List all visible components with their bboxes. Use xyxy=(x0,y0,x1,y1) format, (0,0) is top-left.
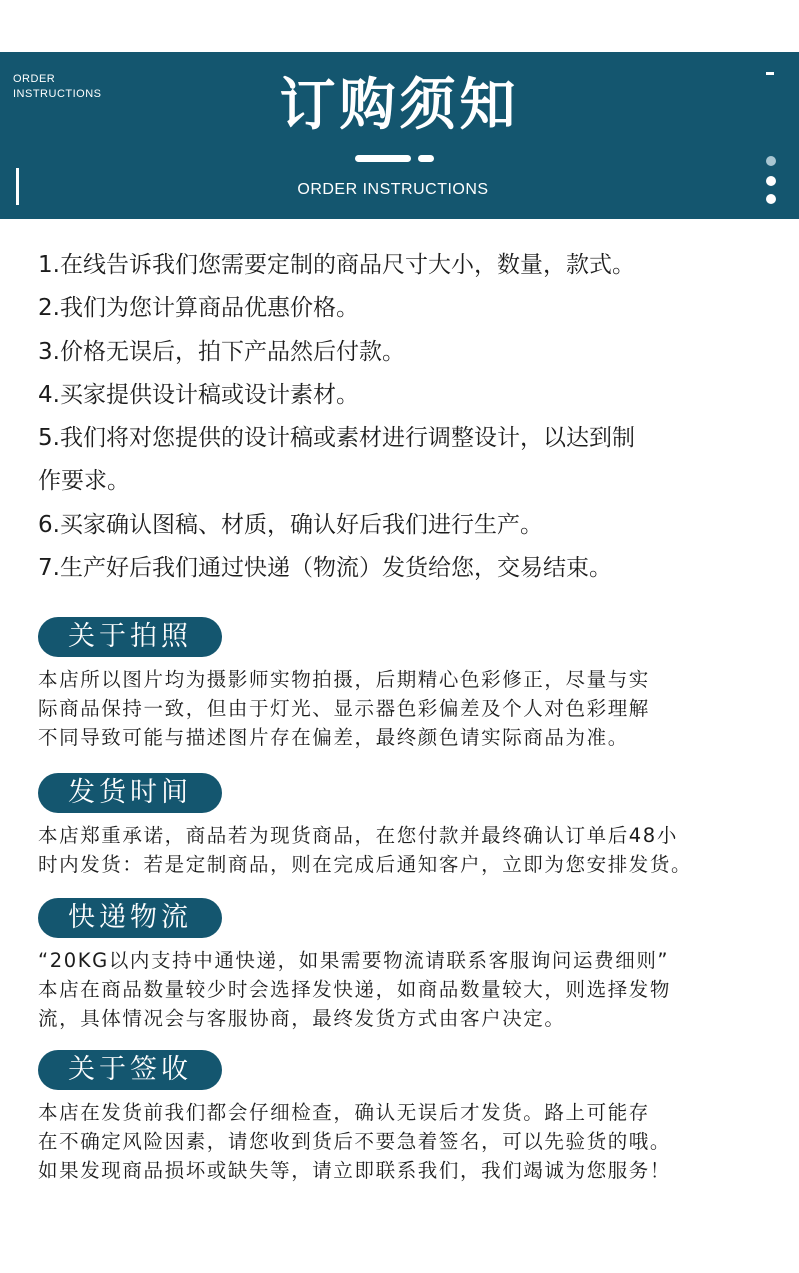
text-line: 本店在发货前我们都会仔细检查，确认无误后才发货。路上可能存 xyxy=(38,1101,650,1124)
text-line: 流，具体情况会与客服协商，最终发货方式由客户决定。 xyxy=(38,1007,566,1030)
text-line: 不同导致可能与描述图片存在偏差，最终颜色请实际商品为准。 xyxy=(38,726,629,749)
decor-dot xyxy=(766,156,776,166)
title-underline-short xyxy=(418,155,434,162)
step-item: 7.生产好后我们通过快递（物流）发货给您，交易结束。 xyxy=(38,555,612,582)
section-heading-receipt: 关于签收 xyxy=(38,1050,222,1090)
step-item: 6.买家确认图稿、材质，确认好后我们进行生产。 xyxy=(38,511,543,538)
decor-dot xyxy=(766,176,776,186)
page-title: 订购须知 xyxy=(279,73,520,138)
text-line: 本店所以图片均为摄影师实物拍摄，后期精心色彩修正，尽量与实 xyxy=(38,668,650,691)
section-receipt xyxy=(38,1050,788,1185)
section-heading-shipping-time: 发货时间 xyxy=(38,773,222,813)
header-small-line-2: INSTRUCTIONS xyxy=(13,88,102,100)
decor-dot xyxy=(766,194,776,204)
text-line: 本店郑重承诺，商品若为现货商品，在您付款并最终确认订单后48小 xyxy=(38,824,678,847)
step-item: 1.在线告诉我们您需要定制的商品尺寸大小，数量，款式。 xyxy=(38,252,635,278)
section-logistics xyxy=(38,898,788,1033)
section-text-shipping-time xyxy=(38,821,788,879)
section-heading-logistics: 快递物流 xyxy=(38,898,222,938)
step-item: 作要求。 xyxy=(38,468,130,495)
section-heading-photos: 关于拍照 xyxy=(38,617,222,657)
text-line: 际商品保持一致，但由于灯光、显示器色彩偏差及个人对色彩理解 xyxy=(38,697,650,720)
header-banner xyxy=(0,52,799,219)
decor-tick xyxy=(766,72,774,75)
step-item: 3.价格无误后，拍下产品然后付款。 xyxy=(38,338,405,365)
page-subtitle: ORDER INSTRUCTIONS xyxy=(297,181,489,198)
text-line: 在不确定风险因素，请您收到货后不要急着签名，可以先验货的哦。 xyxy=(38,1130,672,1153)
text-line: “20KG以内支持中通快递，如果需要物流请联系客服询问运费细则” xyxy=(38,949,670,972)
text-line: 时内发货：若是定制商品，则在完成后通知客户，立即为您安排发货。 xyxy=(38,853,693,876)
title-underline-long xyxy=(355,155,411,162)
step-item: 2.我们为您计算商品优惠价格。 xyxy=(38,295,359,322)
decor-vertical-bar xyxy=(16,168,19,205)
text-line: 本店在商品数量较少时会选择发快递，如商品数量较大，则选择发物 xyxy=(38,978,672,1001)
section-photos xyxy=(38,617,788,752)
text-line: 如果发现商品损坏或缺失等，请立即联系我们，我们竭诚为您服务！ xyxy=(38,1159,672,1182)
section-shipping-time xyxy=(38,773,788,879)
step-item: 4.买家提供设计稿或设计素材。 xyxy=(38,381,359,408)
order-steps-list xyxy=(38,244,778,590)
step-item: 5.我们将对您提供的设计稿或素材进行调整设计，以达到制 xyxy=(38,425,635,452)
section-text-receipt xyxy=(38,1098,788,1185)
section-text-logistics xyxy=(38,946,788,1033)
section-text-photos xyxy=(38,665,788,752)
header-small-line-1: ORDER xyxy=(13,73,56,85)
